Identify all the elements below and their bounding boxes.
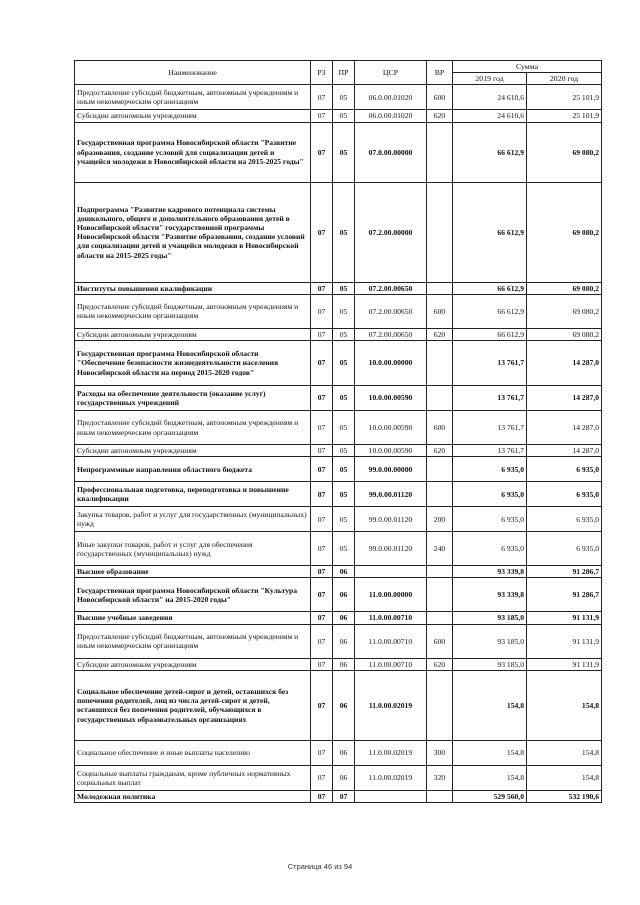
row-csr: 07.0.00.00000 — [355, 122, 427, 182]
row-amount-2019: 6 935,0 — [453, 532, 527, 566]
row-amount-2019: 93 185,0 — [453, 624, 527, 658]
row-amount-2019: 13 761,7 — [453, 386, 527, 411]
row-rz: 07 — [311, 122, 333, 182]
header-pr: ПР — [333, 61, 355, 85]
row-vr: 620 — [427, 658, 453, 670]
row-vr — [427, 341, 453, 386]
row-rz: 07 — [311, 740, 333, 765]
row-pr: 05 — [333, 294, 355, 328]
table-row — [75, 110, 602, 122]
row-name: Социальное обеспечение и иные выплаты населению — [75, 740, 311, 765]
row-rz: 07 — [311, 341, 333, 386]
row-pr: 06 — [333, 612, 355, 624]
row-vr: 200 — [427, 507, 453, 532]
row-csr: 10.0.00.00590 — [355, 386, 427, 411]
row-vr: 620 — [427, 445, 453, 457]
row-pr: 05 — [333, 482, 355, 507]
header-vr: ВР — [427, 61, 453, 85]
header-rz: РЗ — [311, 61, 333, 85]
row-name: Расходы на обеспечение деятельности (оказание услуг) государственных учреждений — [75, 386, 311, 411]
row-name: Предоставление субсидий бюджетным, автономным учреждениям и иным некоммерческим организациям — [75, 411, 311, 445]
table-row — [75, 282, 602, 294]
row-vr: 620 — [427, 110, 453, 122]
row-pr: 05 — [333, 122, 355, 182]
row-amount-2020: 154,8 — [527, 765, 602, 790]
row-name: Предоставление субсидий бюджетным, автономным учреждениям и иным некоммерческим организациям — [75, 294, 311, 328]
row-amount-2019: 6 935,0 — [453, 482, 527, 507]
row-vr — [427, 612, 453, 624]
row-name: Предоставление субсидий бюджетным, автономным учреждениям и иным некоммерческим организациям — [75, 85, 311, 110]
row-amount-2019: 66 612,9 — [453, 328, 527, 340]
table-row — [75, 658, 602, 670]
row-rz: 07 — [311, 482, 333, 507]
row-amount-2020: 14 287,0 — [527, 341, 602, 386]
table-row — [75, 341, 602, 386]
row-vr — [427, 578, 453, 612]
row-name: Субсидии автономным учреждениям — [75, 110, 311, 122]
row-csr: 99.0.00.00000 — [355, 457, 427, 482]
row-pr: 06 — [333, 566, 355, 578]
row-amount-2020: 6 935,0 — [527, 532, 602, 566]
row-rz: 07 — [311, 670, 333, 740]
row-pr: 05 — [333, 386, 355, 411]
row-amount-2020: 14 287,0 — [527, 411, 602, 445]
row-csr: 07.2.00.00000 — [355, 182, 427, 282]
budget-table — [74, 60, 602, 803]
row-amount-2020: 25 101,9 — [527, 85, 602, 110]
row-vr — [427, 670, 453, 740]
row-name: Государственная программа Новосибирской области "Развитие образования, создание условий для социализации детей и учащейся молодежи в Новосибирской области на 2015-2025 годы" — [75, 122, 311, 182]
row-name: Высшее образование — [75, 566, 311, 578]
row-amount-2020: 91 286,7 — [527, 566, 602, 578]
row-name: Социальное обеспечение детей-сирот и детей, оставшихся без попечения родителей, лиц из числа детей-сирот и детей, оставшихся без попечения родителей, обучающихся в государственных образовательных организациях — [75, 670, 311, 740]
row-amount-2020: 6 935,0 — [527, 482, 602, 507]
header-year-2020: 2020 год — [527, 73, 602, 85]
row-pr: 06 — [333, 624, 355, 658]
table-row — [75, 457, 602, 482]
row-csr: 11.0.00.02019 — [355, 740, 427, 765]
row-amount-2019: 66 612,9 — [453, 294, 527, 328]
row-pr: 05 — [333, 182, 355, 282]
row-rz: 07 — [311, 445, 333, 457]
header-year-2019: 2019 год — [453, 73, 527, 85]
row-amount-2020: 91 131,9 — [527, 612, 602, 624]
table-row — [75, 624, 602, 658]
row-rz: 07 — [311, 612, 333, 624]
row-csr: 11.0.00.02019 — [355, 765, 427, 790]
row-name: Субсидии автономным учреждениям — [75, 658, 311, 670]
table-row — [75, 445, 602, 457]
row-amount-2019: 154,8 — [453, 670, 527, 740]
row-amount-2019: 93 339,8 — [453, 578, 527, 612]
row-pr: 05 — [333, 85, 355, 110]
row-name: Высшие учебные заведения — [75, 612, 311, 624]
row-csr: 11.0.00.00710 — [355, 612, 427, 624]
table-row — [75, 507, 602, 532]
row-amount-2020: 6 935,0 — [527, 507, 602, 532]
table-row — [75, 85, 602, 110]
row-amount-2020: 69 080,2 — [527, 328, 602, 340]
row-rz: 07 — [311, 282, 333, 294]
row-amount-2020: 69 080,2 — [527, 282, 602, 294]
row-name: Подпрограмма "Развитие кадрового потенциала системы дошкольного, общего и дополнительного образования детей в Новосибирской области" государственной программы Новосибирской области "Развитие образования, создание условий для социализации детей и учащейся молодежи в Новосибирской области на 2015-2025 годы" — [75, 182, 311, 282]
row-amount-2020: 69 080,2 — [527, 122, 602, 182]
row-csr: 11.0.00.00000 — [355, 578, 427, 612]
table-row — [75, 182, 602, 282]
row-pr: 05 — [333, 507, 355, 532]
row-name: Предоставление субсидий бюджетным, автономным учреждениям и иным некоммерческим организациям — [75, 624, 311, 658]
row-name: Институты повышения квалификации — [75, 282, 311, 294]
row-amount-2020: 91 131,9 — [527, 624, 602, 658]
row-pr: 05 — [333, 457, 355, 482]
row-csr: 07.2.00.00650 — [355, 328, 427, 340]
row-csr: 10.0.00.00590 — [355, 411, 427, 445]
row-csr: 10.0.00.00590 — [355, 445, 427, 457]
row-vr: 600 — [427, 85, 453, 110]
row-vr — [427, 282, 453, 294]
row-amount-2019: 66 612,9 — [453, 122, 527, 182]
table-row — [75, 740, 602, 765]
row-rz: 07 — [311, 110, 333, 122]
row-csr: 06.0.00.01020 — [355, 85, 427, 110]
row-rz: 07 — [311, 457, 333, 482]
row-vr — [427, 482, 453, 507]
row-name: Непрограммные направления областного бюджета — [75, 457, 311, 482]
row-pr: 05 — [333, 110, 355, 122]
row-amount-2019: 6 935,0 — [453, 457, 527, 482]
row-amount-2020: 25 101,9 — [527, 110, 602, 122]
row-rz: 07 — [311, 507, 333, 532]
row-amount-2019: 93 339,8 — [453, 566, 527, 578]
page-number: Страница 46 из 94 — [287, 862, 353, 871]
row-pr: 06 — [333, 765, 355, 790]
table-row — [75, 482, 602, 507]
table-row — [75, 612, 602, 624]
row-vr: 600 — [427, 411, 453, 445]
row-pr: 05 — [333, 445, 355, 457]
row-rz: 07 — [311, 578, 333, 612]
row-amount-2019: 13 761,7 — [453, 341, 527, 386]
row-pr: 05 — [333, 341, 355, 386]
row-rz: 07 — [311, 411, 333, 445]
row-rz: 07 — [311, 566, 333, 578]
row-pr: 05 — [333, 282, 355, 294]
row-rz: 07 — [311, 182, 333, 282]
row-csr — [355, 790, 427, 802]
row-vr: 240 — [427, 532, 453, 566]
row-rz: 07 — [311, 294, 333, 328]
row-amount-2020: 14 287,0 — [527, 386, 602, 411]
row-name: Субсидии автономным учреждениям — [75, 445, 311, 457]
row-amount-2020: 69 080,2 — [527, 294, 602, 328]
row-rz: 07 — [311, 386, 333, 411]
table-row — [75, 122, 602, 182]
row-amount-2020: 154,8 — [527, 670, 602, 740]
table-row — [75, 790, 602, 802]
row-pr: 06 — [333, 670, 355, 740]
row-amount-2020: 69 080,2 — [527, 182, 602, 282]
row-name: Социальные выплаты гражданам, кроме публичных нормативных социальных выплат — [75, 765, 311, 790]
row-rz: 07 — [311, 328, 333, 340]
row-amount-2020: 14 287,0 — [527, 445, 602, 457]
row-vr — [427, 386, 453, 411]
row-name: Иные закупки товаров, работ и услуг для обеспечения государственных (муниципальных) нужд — [75, 532, 311, 566]
row-pr: 05 — [333, 411, 355, 445]
row-vr: 620 — [427, 328, 453, 340]
header-name: Наименование — [75, 61, 311, 85]
row-name: Профессиональная подготовка, переподготовка и повышение квалификации — [75, 482, 311, 507]
row-amount-2020: 6 935,0 — [527, 457, 602, 482]
row-pr: 06 — [333, 740, 355, 765]
row-amount-2020: 91 131,9 — [527, 658, 602, 670]
row-vr: 600 — [427, 294, 453, 328]
row-csr: 10.0.00.00000 — [355, 341, 427, 386]
row-name: Государственная программа Новосибирской области "Культура Новосибирской области" на 2015-2020 годы" — [75, 578, 311, 612]
table-row — [75, 328, 602, 340]
row-csr: 11.0.00.00710 — [355, 658, 427, 670]
table-row — [75, 566, 602, 578]
row-name: Субсидии автономным учреждениям — [75, 328, 311, 340]
row-name: Государственная программа Новосибирской области "Обеспечение безопасности жизнедеятельности населения Новосибирской области на период 2015-2020 годов" — [75, 341, 311, 386]
row-amount-2019: 529 560,0 — [453, 790, 527, 802]
row-rz: 07 — [311, 85, 333, 110]
row-vr — [427, 122, 453, 182]
row-amount-2019: 24 610,6 — [453, 110, 527, 122]
row-rz: 07 — [311, 624, 333, 658]
row-amount-2020: 532 190,6 — [527, 790, 602, 802]
table-row — [75, 765, 602, 790]
table-body — [75, 85, 602, 803]
row-csr: 99.0.00.01120 — [355, 507, 427, 532]
row-vr — [427, 566, 453, 578]
row-rz: 07 — [311, 790, 333, 802]
row-csr: 06.0.00.01020 — [355, 110, 427, 122]
row-vr — [427, 182, 453, 282]
row-amount-2019: 24 610,6 — [453, 85, 527, 110]
row-pr: 07 — [333, 790, 355, 802]
row-name: Закупка товаров, работ и услуг для государственных (муниципальных) нужд — [75, 507, 311, 532]
row-amount-2019: 93 185,0 — [453, 612, 527, 624]
row-amount-2019: 13 761,7 — [453, 445, 527, 457]
row-pr: 06 — [333, 578, 355, 612]
row-name: Молодежная политика — [75, 790, 311, 802]
row-rz: 07 — [311, 532, 333, 566]
row-rz: 07 — [311, 765, 333, 790]
row-csr: 07.2.00.00650 — [355, 282, 427, 294]
row-vr: 300 — [427, 740, 453, 765]
row-vr — [427, 790, 453, 802]
row-pr: 06 — [333, 658, 355, 670]
row-vr: 320 — [427, 765, 453, 790]
row-amount-2019: 13 761,7 — [453, 411, 527, 445]
row-vr — [427, 457, 453, 482]
row-csr: 99.0.00.01120 — [355, 482, 427, 507]
row-csr: 07.2.00.00650 — [355, 294, 427, 328]
table-header — [75, 61, 602, 85]
table-row — [75, 411, 602, 445]
table-row — [75, 294, 602, 328]
row-amount-2019: 66 612,9 — [453, 282, 527, 294]
row-pr: 05 — [333, 532, 355, 566]
row-amount-2019: 154,8 — [453, 765, 527, 790]
row-amount-2019: 66 612,9 — [453, 182, 527, 282]
row-csr: 11.0.00.02019 — [355, 670, 427, 740]
row-pr: 05 — [333, 328, 355, 340]
header-csr: ЦСР — [355, 61, 427, 85]
header-sum: Сумма — [453, 61, 602, 73]
row-csr: 11.0.00.00710 — [355, 624, 427, 658]
table-row — [75, 578, 602, 612]
table-row — [75, 532, 602, 566]
row-vr: 600 — [427, 624, 453, 658]
table-row — [75, 670, 602, 740]
row-csr — [355, 566, 427, 578]
table-row — [75, 386, 602, 411]
row-rz: 07 — [311, 658, 333, 670]
row-amount-2019: 93 185,0 — [453, 658, 527, 670]
row-csr: 99.0.00.01120 — [355, 532, 427, 566]
row-amount-2020: 154,8 — [527, 740, 602, 765]
row-amount-2019: 6 935,0 — [453, 507, 527, 532]
row-amount-2019: 154,8 — [453, 740, 527, 765]
row-amount-2020: 91 286,7 — [527, 578, 602, 612]
